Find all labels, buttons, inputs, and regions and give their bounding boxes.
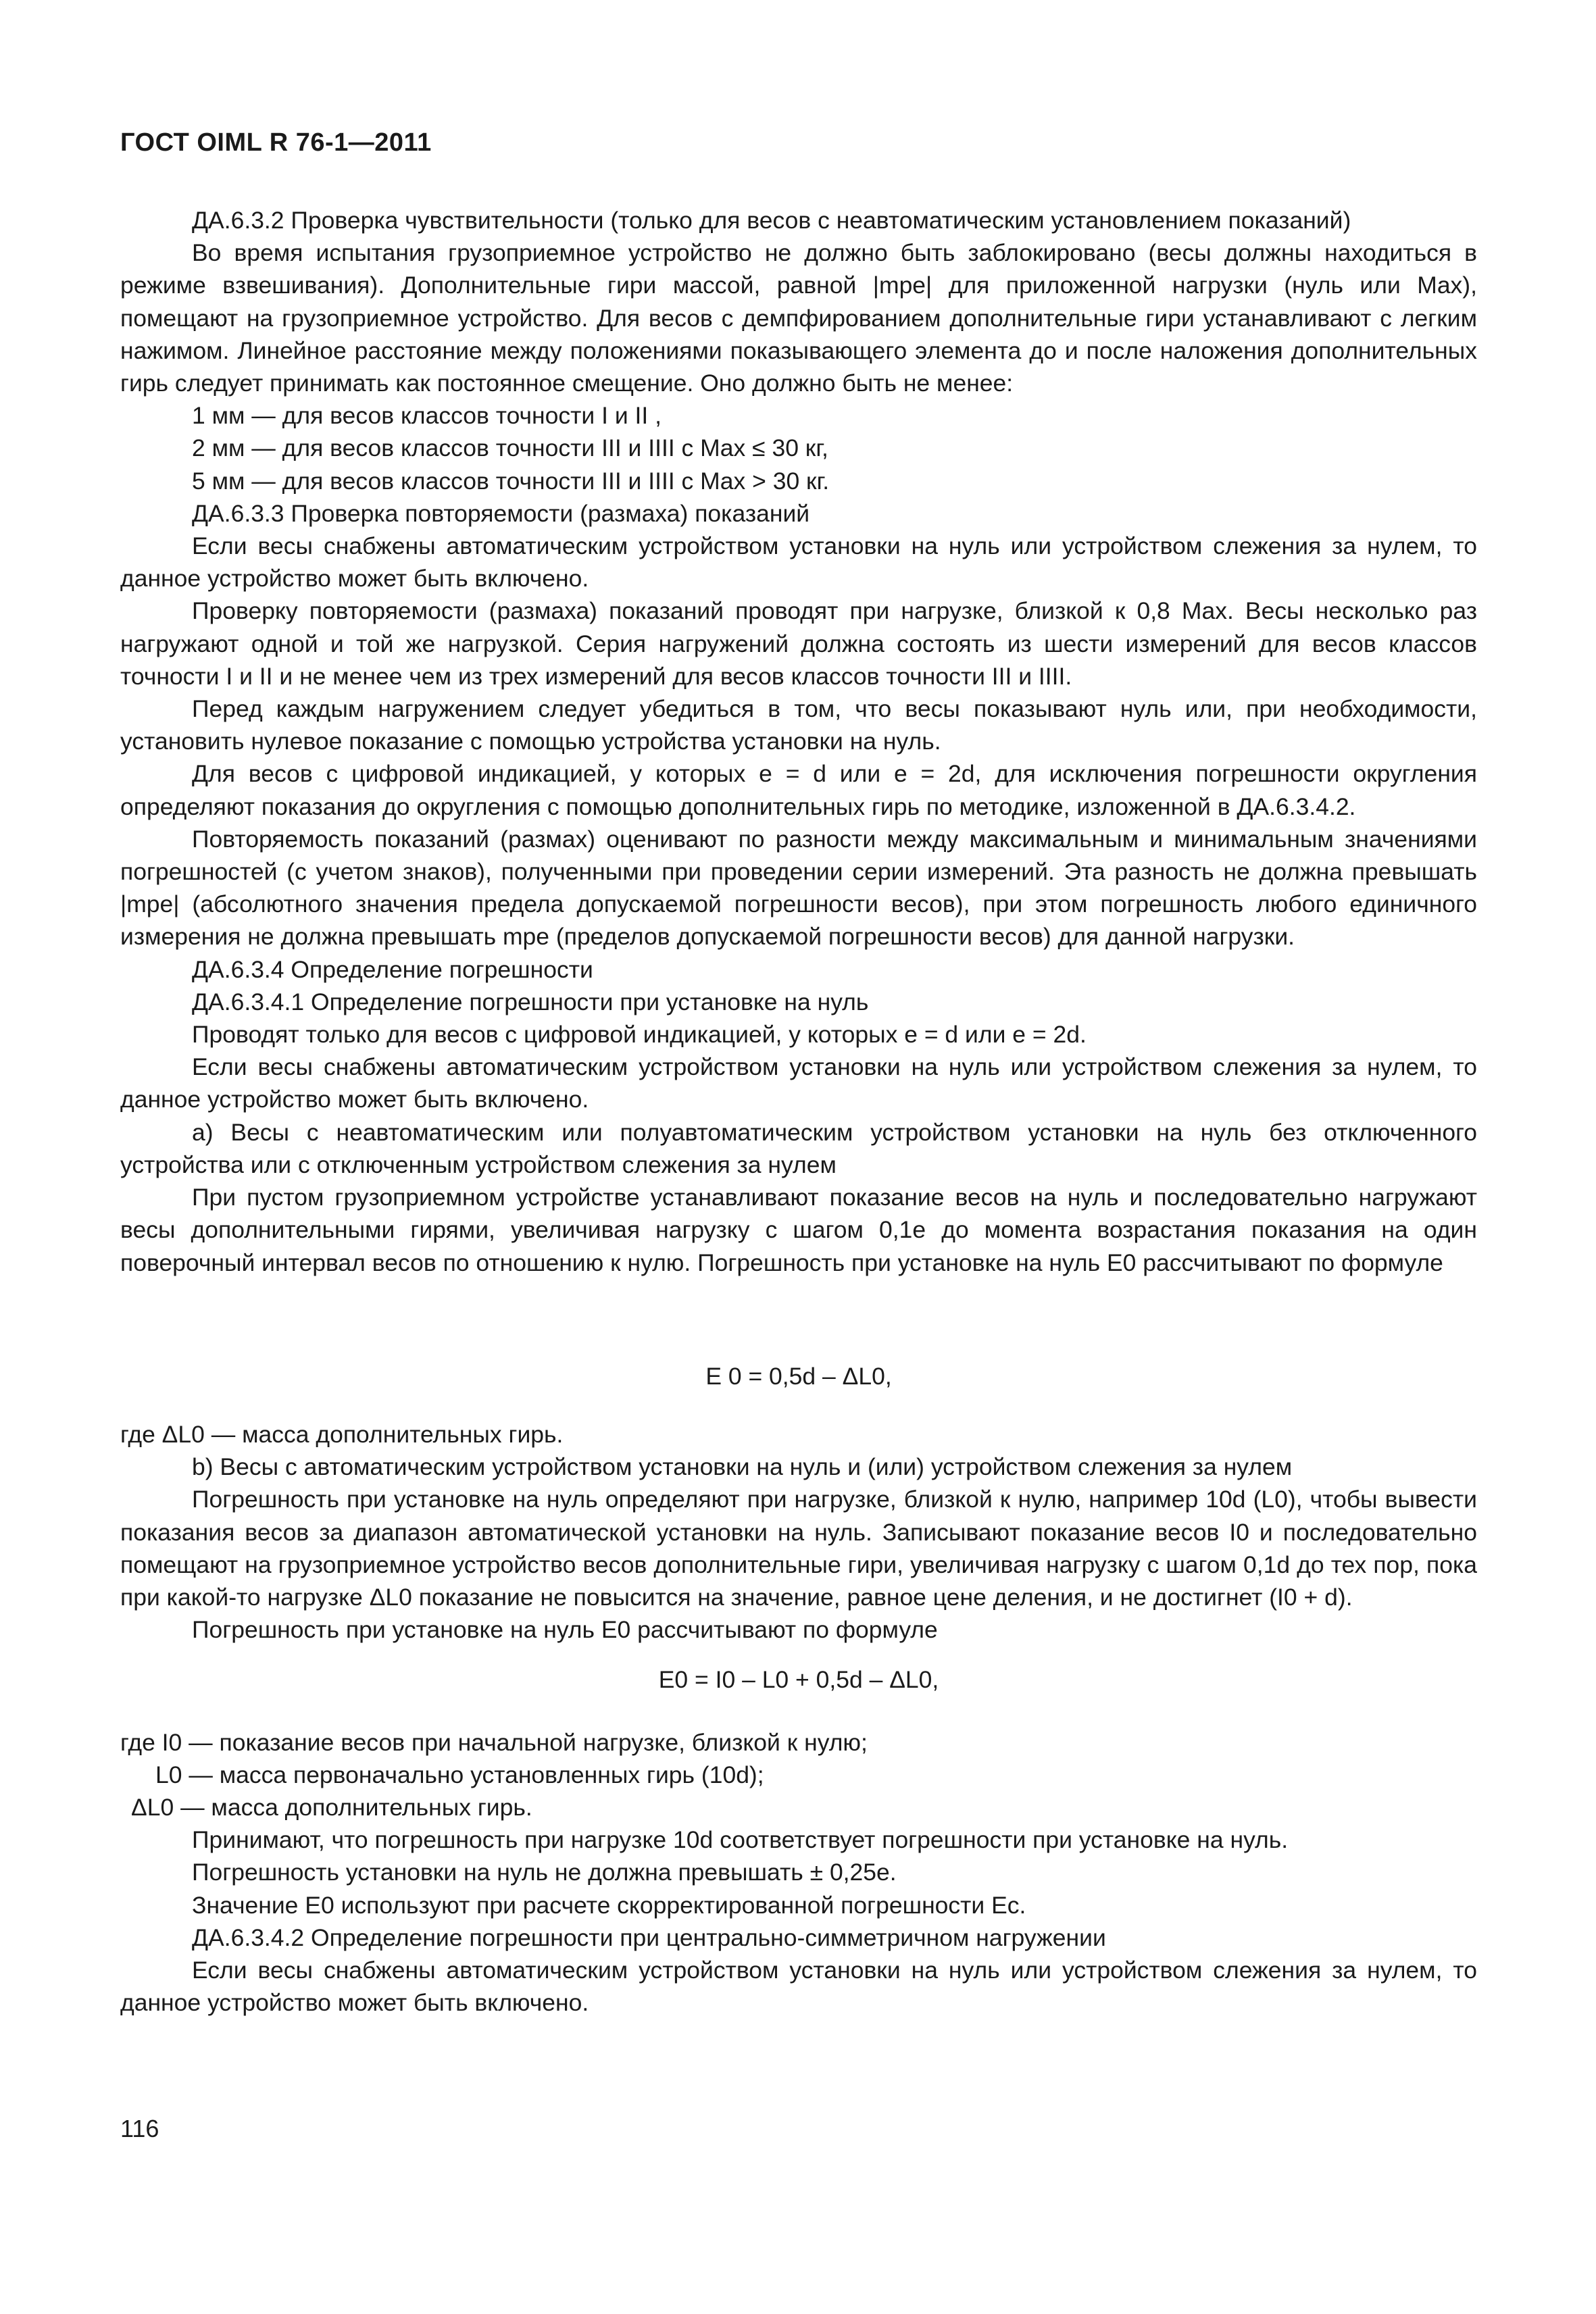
section-heading: ДА.6.3.3 Проверка повторяемости (размаха) показаний [192,499,810,527]
section-heading: ДА.6.3.4 Определение погрешности [192,955,593,983]
paragraph: Проводят только для весов с цифровой индикацией, у которых e = d или e = 2d. [192,1021,1087,1049]
formula-explanation: где I0 — показание весов при начальной нагрузке, близкой к нулю; [120,1728,868,1756]
section-heading: ДА.6.3.4.2 Определение погрешности при центрально-симметричном нагружении [192,1923,1106,1951]
formula-explanation: где ΔL0 — масса дополнительных гирь. [120,1420,564,1448]
formula-explanation: L0 — масса первоначально установленных гирь (10d); [155,1761,764,1788]
page-number: 116 [120,2115,159,2142]
paragraph: Значение E0 используют при расчете скорректированной погрешности Ec. [192,1891,1026,1919]
list-item: 2 мм — для весов классов точности III и IIII с Max ≤ 30 кг, [192,434,828,462]
paragraph: ДА.6.3.2 Проверка чувствительности (только для весов с неавтоматическим установлением показаний) [192,207,1351,234]
paragraph: а) Весы с неавтоматическим или полуавтоматическим устройством установки на нуль без отключенного устройства или с отключенным устройством слежения за нулем [120,1118,1477,1178]
paragraph: Погрешность при установке на нуль определяют при нагрузке, близкой к нулю, например 10d (L0), чтобы вывести показания весов за диапазон автоматической установки на нуль. Записывают показание весов I0 и последовательно помещают на грузоприемное устройство весов дополнительные гири, увеличивая нагрузку с шагом 0,1d до тех пор, пока при какой-то нагрузке ΔL0 показание не повысится на значение, равное цене деления, и не достигнет (I0 + d). [120,1486,1477,1611]
paragraph: Если весы снабжены автоматическим устройством установки на нуль или устройством слежения за нулем, то данное устройство может быть включено. [120,1956,1477,2017]
formula-explanation: ΔL0 — масса дополнительных гирь. [131,1793,532,1821]
list-item: 1 мм — для весов классов точности I и II , [192,402,662,430]
document-header: ГОСТ OIML R 76-1—2011 [120,128,432,157]
paragraph: b) Весы с автоматическим устройством установки на нуль и (или) устройством слежения за нулем [192,1453,1293,1481]
formula: E 0 = 0,5d – ΔL0, [705,1362,892,1390]
document-body [120,204,1477,2019]
paragraph: Если весы снабжены автоматическим устройством установки на нуль или устройством слежения за нулем, то данное устройство может быть включено. [120,1053,1477,1113]
paragraph: Для весов с цифровой индикацией, у которых e = d или e = 2d, для исключения погрешности округления определяют показания до округления с помощью дополнительных гирь по методике, изложенной в ДА.6.3.4.2. [120,760,1477,820]
paragraph: Погрешность при установке на нуль E0 рассчитывают по формуле [192,1616,938,1644]
paragraph: Повторяемость показаний (размах) оценивают по разности между максимальным и минимальным значениями погрешностей (с учетом знаков), полученными при проведении серии измерений. Эта разность не должна превышать |mpe| (абсолютного значения предела допускаемой погрешности весов), при этом погрешность любого единичного измерения не должна превышать mpe (пределов допускаемой погрешности весов) для данной нагрузки. [120,825,1477,951]
paragraph: Если весы снабжены автоматическим устройством установки на нуль или устройством слежения за нулем, то данное устройство может быть включено. [120,532,1477,593]
paragraph: Проверку повторяемости (размаха) показаний проводят при нагрузке, близкой к 0,8 Max. Весы несколько раз нагружают одной и той же нагрузкой. Серия нагружений должна состоять из шести измерений для весов классов точности I и II и не менее чем из трех измерений для весов классов точности III и IIII. [120,597,1477,690]
paragraph: При пустом грузоприемном устройстве устанавливают показание весов на нуль и последовательно нагружают весы дополнительными гирями, увеличивая нагрузку с шагом 0,1e до момента возрастания показания на один поверочный интервал весов по отношению к нулю. Погрешность при установке на нуль E0 рассчитывают по формуле [120,1184,1477,1276]
paragraph: Погрешность установки на нуль не должна превышать ± 0,25e. [192,1859,897,1886]
paragraph: Перед каждым нагружением следует убедиться в том, что весы показывают нуль или, при необходимости, установить нулевое показание с помощью устройства установки на нуль. [120,695,1477,755]
paragraph: Во время испытания грузоприемное устройство не должно быть заблокировано (весы должны находиться в режиме взвешивания). Дополнительные гири массой, равной |mpe| для приложенной нагрузки (нуль или Max), помещают на грузоприемное устройство. Для весов с демпфированием дополнительные гири устанавливают с легким нажимом. Линейное расстояние между положениями показывающего элемента до и после наложения дополнительных гирь следует принимать как постоянное смещение. Оно должно быть не менее: [120,239,1477,397]
paragraph: Принимают, что погрешность при нагрузке 10d соответствует погрешности при установке на нуль. [192,1826,1289,1854]
section-heading: ДА.6.3.4.1 Определение погрешности при установке на нуль [192,988,869,1015]
formula: E0 = I0 – L0 + 0,5d – ΔL0, [658,1666,939,1694]
list-item: 5 мм — для весов классов точности III и IIII с Max > 30 кг. [192,467,830,495]
